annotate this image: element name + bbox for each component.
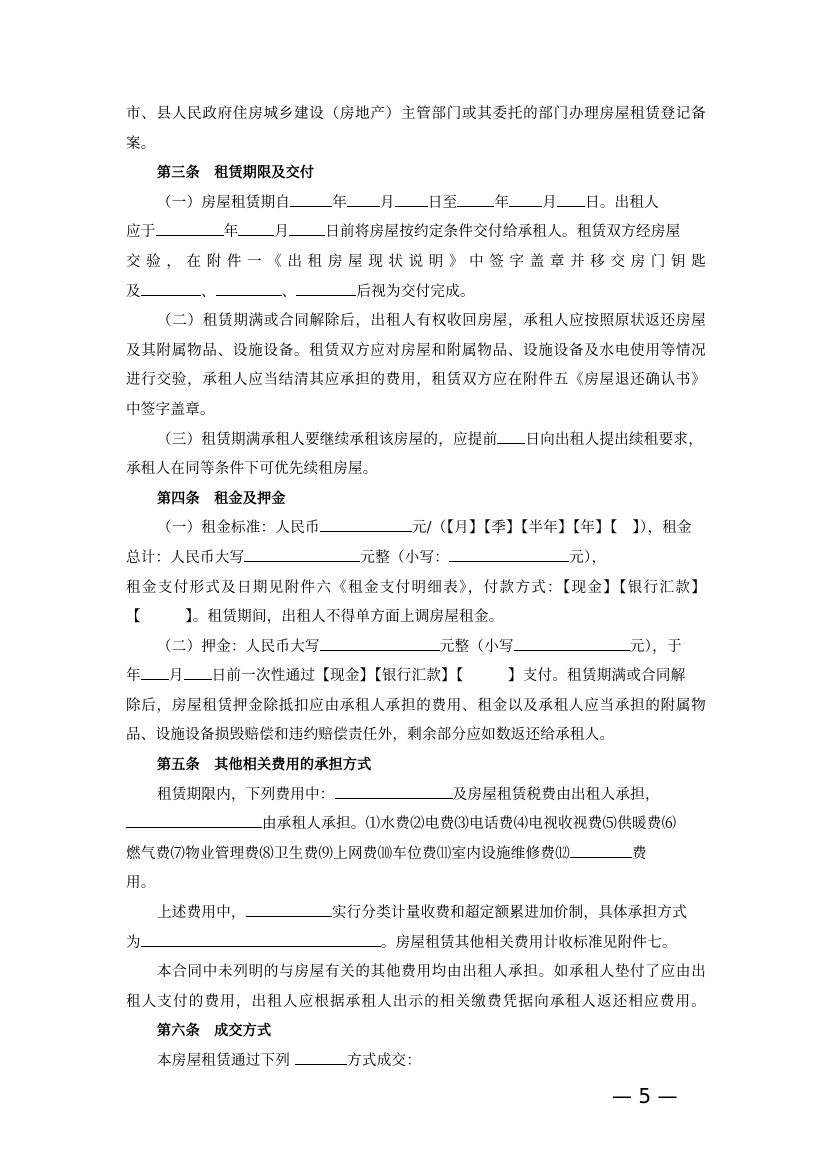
blank-field[interactable] bbox=[509, 192, 542, 207]
blank-field[interactable] bbox=[126, 813, 262, 828]
text: 元整（小写： bbox=[360, 549, 450, 566]
text: 案。 bbox=[126, 135, 156, 152]
text: 年 bbox=[332, 194, 348, 211]
text: （一）房屋租赁期自 bbox=[157, 194, 291, 211]
blank-field[interactable] bbox=[347, 192, 380, 207]
text: 品、设施设备损毁赔偿和违约赔偿责任外，剩余部分应如数返还给承租人。 bbox=[126, 727, 615, 744]
text: 及房屋租赁税费由出租人承担， bbox=[452, 786, 660, 803]
blank-field[interactable] bbox=[296, 281, 356, 296]
text: 月 bbox=[380, 194, 395, 211]
text: 月 bbox=[168, 668, 184, 685]
text: 本房屋租赁通过下列 bbox=[157, 1053, 291, 1069]
text: 实行分类计量收费和超定额累进加价制，具体承担方式 bbox=[331, 905, 688, 922]
blank-field[interactable] bbox=[295, 1050, 347, 1065]
text: 年 bbox=[223, 224, 239, 241]
text: 月 bbox=[274, 224, 290, 241]
text: 日前一次性通过【现金】【银行汇款】【 】支付。租赁期满或合同解 bbox=[211, 668, 686, 685]
text-line bbox=[126, 633, 706, 663]
text-line bbox=[126, 248, 706, 278]
text: 交验，在附件一《出租房屋现状说明》中签字盖章并移交房门钥匙 bbox=[126, 253, 706, 270]
text-line bbox=[126, 455, 706, 485]
text: （二）租赁期满或合同解除后，出租人有权收回房屋，承租人应按照原状返还房屋 bbox=[157, 313, 706, 330]
text-line bbox=[126, 426, 706, 456]
blank-field[interactable] bbox=[514, 636, 630, 651]
text-line bbox=[126, 366, 706, 396]
document-page bbox=[126, 100, 706, 1077]
text: 元/（【月】【季】【半年】【年】【 】），租金 bbox=[411, 520, 692, 537]
text: 上述费用中， bbox=[157, 905, 246, 922]
text: 日前将房屋按约定条件交付给承租人。租赁双方经房屋 bbox=[325, 224, 681, 241]
text: （三）租赁期满承租人要继续承租该房屋的，应提前 bbox=[157, 431, 498, 448]
text: 、 bbox=[281, 283, 297, 300]
text: 日向出租人提出续租要求， bbox=[525, 431, 704, 448]
text-line bbox=[126, 781, 706, 811]
text-line bbox=[126, 278, 706, 308]
text-line bbox=[126, 100, 706, 130]
blank-field[interactable] bbox=[238, 221, 274, 236]
text: 本合同中未列明的与房屋有关的其他费用均由出租人承担。如承租人垫付了应由出 bbox=[157, 964, 706, 981]
text: 及 bbox=[126, 283, 141, 300]
text-line bbox=[126, 840, 706, 870]
text: 年 bbox=[126, 668, 141, 685]
text: 为 bbox=[126, 934, 141, 951]
text: 后视为交付完成。 bbox=[356, 283, 475, 300]
text: 应于 bbox=[126, 224, 156, 241]
text-line bbox=[126, 574, 706, 604]
text-line bbox=[126, 810, 706, 840]
text: 市、县人民政府住房城乡建设（房地产）主管部门或其委托的部门办理房屋租赁登记备 bbox=[126, 106, 706, 122]
blank-field[interactable] bbox=[335, 784, 453, 799]
text: 元整（小写 bbox=[439, 638, 514, 655]
text: 租金支付形式及日期见附件六《租金支付明细表》，付款方式：【现金】【银行汇款】 bbox=[126, 579, 706, 596]
blank-field[interactable] bbox=[290, 192, 332, 207]
text: 。房屋租赁其他相关费用计收标准见附件七。 bbox=[380, 934, 677, 951]
blank-field[interactable] bbox=[246, 902, 332, 917]
blank-field[interactable] bbox=[570, 843, 632, 858]
article-6-heading: 第六条 成交方式 bbox=[157, 1023, 272, 1040]
article-3-heading: 第三条 租赁期限及交付 bbox=[157, 165, 315, 182]
blank-field[interactable] bbox=[156, 221, 224, 236]
text: （一）租金标准：人民币 bbox=[157, 520, 320, 537]
text: 由承租人承担。⑴水费⑵电费⑶电话费⑷电视收视费⑸供暖费⑹ bbox=[262, 816, 677, 833]
text: 承租人在同等条件下可优先续租房屋。 bbox=[126, 461, 378, 478]
blank-field[interactable] bbox=[320, 517, 412, 532]
blank-field[interactable] bbox=[141, 932, 381, 947]
blank-field[interactable] bbox=[184, 665, 212, 680]
text-line bbox=[126, 514, 706, 544]
text-line bbox=[126, 307, 706, 337]
text-line bbox=[126, 721, 706, 751]
text: （二）押金：人民币大写 bbox=[157, 638, 320, 655]
text: 年 bbox=[494, 194, 510, 211]
text: 用。 bbox=[126, 875, 156, 892]
text-line bbox=[126, 396, 706, 426]
text-line bbox=[126, 899, 706, 929]
text-line bbox=[126, 662, 706, 692]
text: 租赁期限内，下列费用中： bbox=[157, 786, 335, 803]
text-line bbox=[126, 189, 706, 219]
text: 费 bbox=[632, 845, 647, 862]
text-line bbox=[126, 869, 706, 899]
text: 方式成交： bbox=[347, 1053, 422, 1069]
blank-field[interactable] bbox=[320, 636, 440, 651]
text-line bbox=[126, 337, 706, 367]
text: 日。出租人 bbox=[585, 194, 660, 211]
text-line bbox=[126, 1047, 706, 1077]
text: 元）， bbox=[569, 549, 607, 566]
text-line bbox=[126, 929, 706, 959]
text: 总计：人民币大写 bbox=[126, 549, 245, 566]
blank-field[interactable] bbox=[141, 665, 169, 680]
page-number: — 5 — bbox=[612, 1084, 678, 1108]
text: 中签字盖章。 bbox=[126, 401, 215, 418]
blank-field[interactable] bbox=[457, 192, 494, 207]
blank-field[interactable] bbox=[141, 281, 201, 296]
blank-field[interactable] bbox=[557, 192, 585, 207]
text: 日至 bbox=[427, 194, 458, 211]
blank-field[interactable] bbox=[395, 192, 428, 207]
text: 进行交验，承租人应当结清其应承担的费用，租赁双方应在附件五《房屋退还确认书》 bbox=[126, 372, 706, 389]
blank-field[interactable] bbox=[216, 281, 282, 296]
article-5-heading: 第五条 其他相关费用的承担方式 bbox=[157, 757, 372, 774]
blank-field[interactable] bbox=[449, 547, 569, 562]
text-line bbox=[126, 692, 706, 722]
text-line bbox=[126, 218, 706, 248]
text: 燃气费⑺物业管理费⑻卫生费⑼上网费⑽车位费⑾室内设施维修费⑿ bbox=[126, 845, 570, 862]
text: 【 】。租赁期间，出租人不得单方面上调房屋租金。 bbox=[126, 609, 504, 626]
text-line bbox=[126, 603, 706, 633]
blank-field[interactable] bbox=[289, 221, 325, 236]
blank-field[interactable] bbox=[497, 429, 525, 444]
text: 月 bbox=[542, 194, 558, 211]
text: 及其附属物品、设施设备。租赁双方应对房屋和附属物品、设施设备及水电使用等情况 bbox=[126, 342, 706, 359]
text: 、 bbox=[200, 283, 216, 300]
text: 除后，房屋租赁押金除抵扣应由承租人承担的费用、租金以及承租人应当承担的附属物 bbox=[126, 697, 706, 714]
text-line bbox=[126, 130, 706, 160]
text-line bbox=[126, 544, 706, 574]
article-4-heading: 第四条 租金及押金 bbox=[157, 490, 286, 507]
blank-field[interactable] bbox=[244, 547, 360, 562]
text: 元），于 bbox=[629, 638, 682, 655]
text: 租人支付的费用，出租人应根据承租人出示的相关缴费凭据向承租人返还相应费用。 bbox=[126, 993, 706, 1010]
text-line bbox=[126, 958, 706, 988]
text-line bbox=[126, 988, 706, 1018]
